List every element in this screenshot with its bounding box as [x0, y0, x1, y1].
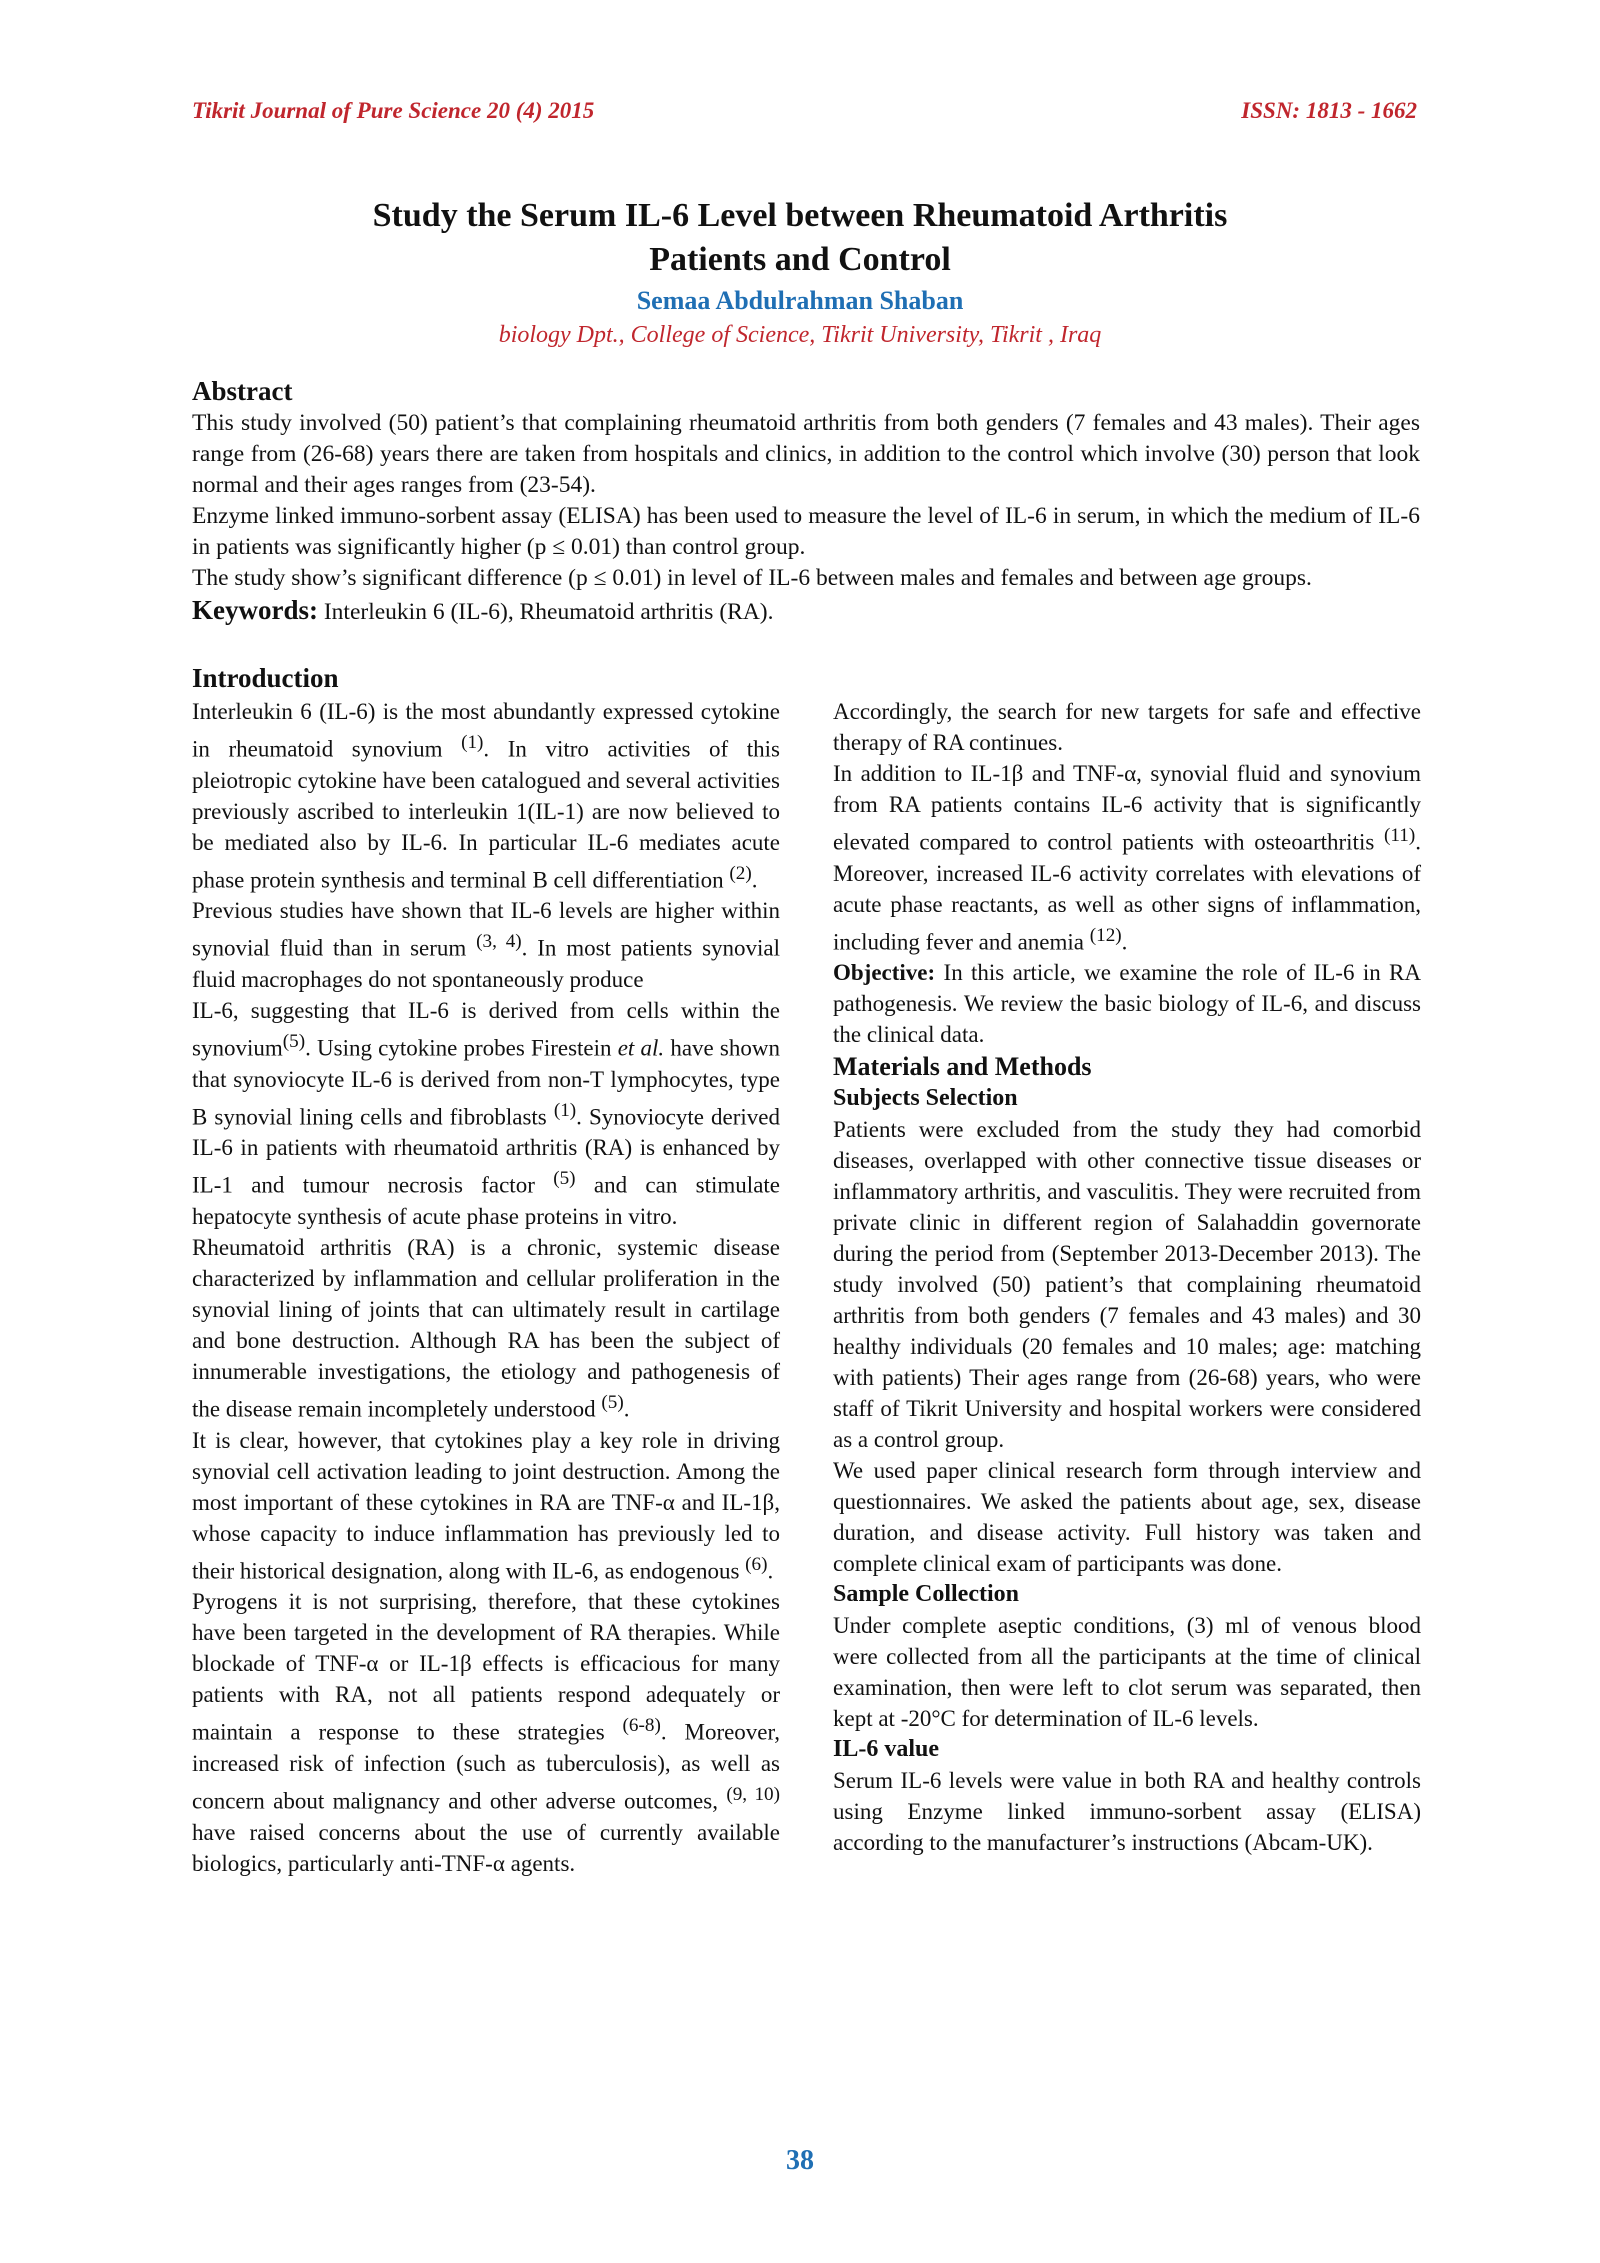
subjects-paragraph-1: Patients were excluded from the study they had comorbid diseases, overlapped with other connective tissue diseases or inflammatory arthritis, and vasculitis. They were recruited from private clinic in different region of Salahaddin governorate during the period from (September 2013-December 2013). The study involved (50) patient’s that complaining rheumatoid arthritis from both genders (7 females and 43 males) and 30 healthy individuals (20 females and 10 males; age: matching with patients) Their ages range from (26-68) years, who were staff of Tikrit University and hospital workers were considered as a control group.	[833, 1117, 1421, 1453]
citation: (1)	[553, 1099, 577, 1121]
citation: (5)	[282, 1030, 306, 1052]
issn-header: ISSN: 1813 - 1662	[1241, 98, 1417, 123]
title-line-1: Study the Serum IL-6 Level between Rheumatoid Arthritis	[372, 197, 1228, 234]
left-column	[192, 696, 780, 1879]
abstract-heading: Abstract	[192, 376, 293, 406]
materials-methods-heading: Materials and Methods	[833, 1052, 1092, 1082]
citation: (2)	[729, 862, 752, 884]
objective-paragraph: Objective: In this article, we examine the role of IL-6 in RA pathogenesis. We review the basic biology of IL-6, and discuss the clinical data.	[833, 960, 1421, 1048]
title-line-2: Patients and Control	[649, 241, 951, 278]
sample-collection-heading: Sample Collection	[833, 1581, 1019, 1608]
citation: (5)	[553, 1168, 576, 1190]
intro-paragraph-4: Rheumatoid arthritis (RA) is a chronic, systemic disease characterized by inflammation and cellular proliferation in the synovial lining of joints that can ultimately result in cartilage and bone destruction. Although RA has been the subject of innumerable investigations, the etiology and pathogenesis of the disease remain incompletely understood $^{(5)}$.	[192, 1234, 780, 1422]
citation: (6-8)	[622, 1715, 661, 1737]
intro-paragraph-7: Accordingly, the search for new targets for safe and effective therapy of RA continues.	[833, 699, 1421, 755]
il6-value-heading: IL-6 value	[833, 1736, 940, 1763]
sample-collection-paragraph: Under complete aseptic conditions, (3) ml of venous blood were collected from all the participants at the time of clinical examination, then were left to clot serum was separated, then kept at -20°C for determination of IL-6 levels.	[833, 1613, 1421, 1732]
abstract-paragraph-3: The study show’s significant difference (p ≤ 0.01) in level of IL-6 between males and females and between age groups.	[192, 565, 1312, 591]
intro-paragraph-6: Pyrogens it is not surprising, therefore, that these cytokines have been targeted in the development of RA therapies. While blockade of TNF-α or IL-1β effects is efficacious for many patients with RA, not all patients respond adequately or maintain a response to these strategies $^{(6-8)}$. Moreover, increased risk of infection (such as tuberculosis), as well as concern about malignancy and other adverse outcomes, $^{(9, 10)}$ have raised concerns about the use of currently available biologics, particularly anti-TNF-α agents.	[192, 1589, 781, 1876]
subjects-paragraph-2: We used paper clinical research form through interview and questionnaires. We asked the patients about age, sex, disease duration, and disease activity. Full history was taken and complete clinical exam of participants was done.	[833, 1458, 1421, 1577]
subjects-selection-heading: Subjects Selection	[833, 1085, 1018, 1112]
citation: (3, 4)	[476, 931, 522, 953]
objective-label: Objective:	[833, 960, 936, 986]
abstract-section	[192, 374, 1420, 628]
abstract-paragraph-2: Enzyme linked immuno-sorbent assay (ELISA) has been used to measure the level of IL-6 in serum, in which the medium of IL-6 in patients was significantly higher (p ≤ 0.01) than control group.	[192, 503, 1420, 560]
title-block	[0, 194, 1600, 350]
il6-value-paragraph: Serum IL-6 levels were value in both RA and healthy controls using Enzyme linked immuno-sorbent assay (ELISA) according to the manufacturer’s instructions (Abcam-UK).	[833, 1768, 1421, 1856]
intro-paragraph-3: IL-6, suggesting that IL-6 is derived from cells within the synovium$^{(5)}$. Using cytokine probes Firestein et al. have shown that synoviocyte IL-6 is derived from non-T lymphocytes, type B synovial lining cells and fibroblasts $^{(1)}$. Synoviocyte derived IL-6 in patients with rheumatoid arthritis (RA) is enhanced by IL-1 and tumour necrosis factor $^{(5)}$ and can stimulate hepatocyte synthesis of acute phase proteins in vitro.	[192, 997, 780, 1229]
citation: (5)	[601, 1391, 624, 1413]
intro-paragraph-8: In addition to IL-1β and TNF-α, synovial fluid and synovium from RA patients contains IL-6 activity that is significantly elevated compared to control patients with osteoarthritis $^{(11)}$. Moreover, increased IL-6 activity correlates with elevations of acute phase reactants, as well as other signs of inflammation, including fever and anemia $^{(12)}$.	[833, 761, 1421, 955]
keywords-label: Keywords:	[192, 595, 318, 625]
affiliation: biology Dpt., College of Science, Tikrit University, Tikrit , Iraq	[498, 322, 1102, 348]
citation: (1)	[461, 732, 484, 753]
page-number: 38	[786, 2145, 814, 2176]
keywords-text: Interleukin 6 (IL-6), Rheumatoid arthritis (RA).	[317, 599, 774, 625]
citation: (6)	[745, 1553, 768, 1575]
citation: (9, 10)	[726, 1783, 780, 1805]
right-column	[833, 696, 1421, 1858]
introduction-heading: Introduction	[192, 663, 339, 693]
intro-paragraph-5: It is clear, however, that cytokines play a key role in driving synovial cell activation leading to joint destruction. Among the most important of these cytokines in RA are TNF-α and IL-1β, whose capacity to induce inflammation has previously led to their historical designation, along with IL-6, as endogenous $^{(6)}$.	[192, 1427, 780, 1584]
author-name: Semaa Abdulrahman Shaban	[636, 286, 964, 315]
journal-header: Tikrit Journal of Pure Science 20 (4) 2015	[192, 98, 595, 123]
et-al: et al.	[617, 1035, 665, 1061]
citation: (12)	[1089, 924, 1122, 946]
keywords	[192, 594, 1420, 628]
abstract-paragraph-1: This study involved (50) patient’s that complaining rheumatoid arthritis from both genders (7 females and 43 males). Their ages range from (26-68) years there are taken from hospitals and clinics, in addition to the control which involve (30) person that look normal and their ages ranges from (23-54).	[192, 410, 1420, 498]
intro-paragraph-2: Previous studies have shown that IL-6 levels are higher within synovial fluid than in serum $^{(3, 4)}$. In most patients synovial fluid macrophages do not spontaneously produce	[192, 898, 781, 992]
intro-paragraph-1: Interleukin 6 (IL-6) is the most abundantly expressed cytokine in rheumatoid synovium $^{(1)}$. In vitro activities of this pleiotropic cytokine have been catalogued and several activities previously ascribed to interleukin 1(IL-1) are now believed to be mediated also by IL-6. In particular IL-6 mediates acute phase protein synthesis and terminal B cell differentiation $^{(2)}$.	[192, 699, 780, 893]
citation: (11)	[1384, 825, 1416, 846]
paper-title	[0, 194, 1600, 282]
